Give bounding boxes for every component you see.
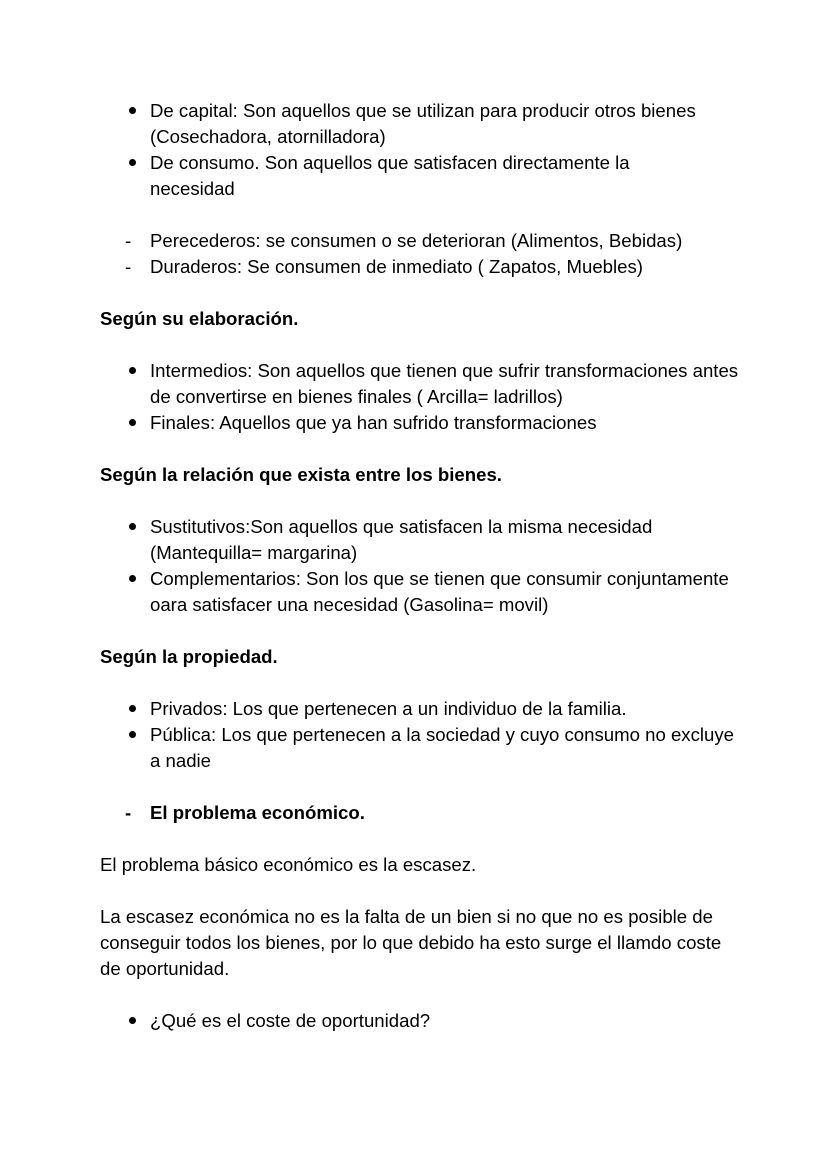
list-item-text: De capital: Son aquellos que se utilizan para producir otros bienes (Cosechadora, atornilladora): [150, 100, 696, 147]
list-item-text: Duraderos: Se consumen de inmediato ( Zapatos, Muebles): [150, 256, 643, 277]
list-item: [100, 696, 748, 722]
bullet-icon: [125, 98, 139, 124]
propiedad-list: [100, 696, 748, 774]
list-item: [100, 228, 748, 254]
question-list: [100, 1008, 748, 1034]
bienes-consumo-sublist: [100, 228, 748, 280]
list-item: [100, 254, 748, 280]
list-item-text: Privados: Los que pertenecen a un individuo de la familia.: [150, 698, 627, 719]
dash-mark: -: [125, 802, 132, 823]
bullet-icon: [125, 150, 139, 176]
heading-elaboracion: Según su elaboración.: [100, 308, 299, 329]
bullet-icon: [125, 358, 139, 384]
relacion-list: [100, 514, 748, 618]
list-item: [100, 722, 740, 774]
paragraph-escasez: El problema básico económico es la escasez.: [100, 854, 477, 875]
list-item: [100, 98, 780, 150]
bullet-icon: [125, 566, 139, 592]
elaboracion-list: [100, 358, 748, 436]
list-item-text: Intermedios: Son aquellos que tienen que sufrir transformaciones antes de convertirse en bienes finales ( Arcilla= ladrillos): [150, 360, 739, 407]
heading-problema-economico: El problema económico.: [150, 802, 365, 823]
heading-propiedad: Según la propiedad.: [100, 646, 278, 667]
list-item: [100, 410, 748, 436]
list-item: [100, 1008, 748, 1034]
question-text: ¿Qué es el coste de oportunidad?: [150, 1010, 431, 1031]
bullet-icon: [125, 722, 139, 748]
dash-mark: -: [125, 230, 132, 251]
paragraph-coste-oportunidad: La escasez económica no es la falta de un bien si no que no es posible de conseguir todos los bienes, por lo que debido ha esto surge el llamdo coste de oportunidad.: [100, 906, 722, 979]
bullet-icon: [125, 1008, 139, 1034]
list-item-text: Pública: Los que pertenecen a la sociedad y cuyo consumo no excluye a nadie: [150, 724, 735, 771]
heading-relacion: Según la relación que exista entre los bienes.: [100, 464, 502, 485]
list-item-text: Complementarios: Son los que se tienen que consumir conjuntamente oara satisfacer una necesidad (Gasolina= movil): [150, 568, 729, 615]
list-item-text: Sustitutivos:Son aquellos que satisfacen la misma necesidad (Mantequilla= margarina): [150, 516, 653, 563]
bullet-icon: [125, 696, 139, 722]
list-item: [100, 566, 730, 618]
problema-heading-list: [100, 800, 748, 826]
list-item-text: Finales: Aquellos que ya han sufrido transformaciones: [150, 412, 597, 433]
list-item: [100, 358, 750, 410]
list-item: [100, 514, 710, 566]
bullet-icon: [125, 514, 139, 540]
bienes-capital-consumo-list: [100, 98, 748, 202]
bullet-icon: [125, 410, 139, 436]
list-item-text: Perecederos: se consumen o se deterioran (Alimentos, Bebidas): [150, 230, 683, 251]
list-item: [100, 800, 748, 826]
list-item-text: De consumo. Son aquellos que satisfacen directamente la necesidad: [150, 152, 630, 199]
dash-mark: -: [125, 256, 132, 277]
list-item: [100, 150, 670, 202]
